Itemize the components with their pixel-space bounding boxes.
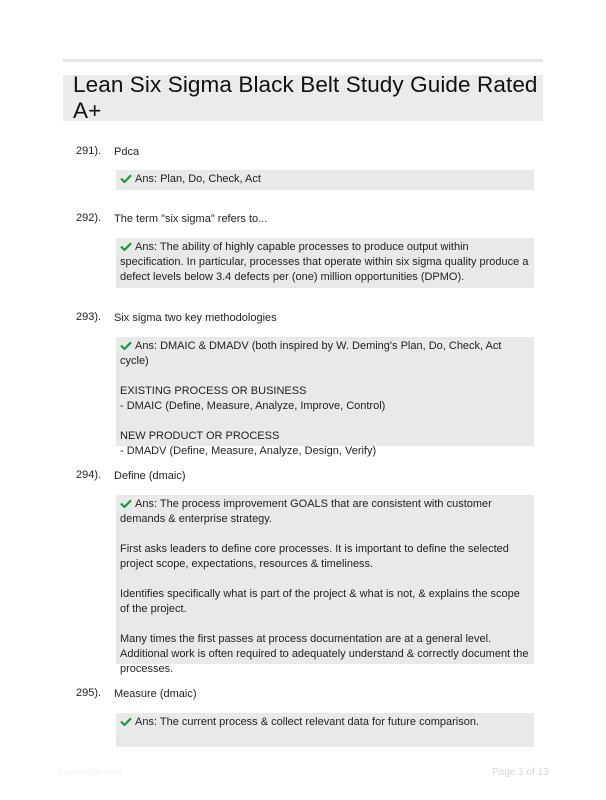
answer-text: Many times the first passes at process documentation are at a general level. Additional work is often required to adequately understand & correctly document the processes. — [120, 633, 529, 675]
check-icon — [120, 499, 132, 508]
answer-text: EXISTING PROCESS OR BUSINESS — [120, 385, 307, 397]
question-text: Six sigma two key methodologies — [114, 312, 277, 324]
question-text: The term "six sigma" refers to... — [114, 213, 268, 225]
answer-box — [116, 713, 534, 747]
answer-text: Ans: The current process & collect relevant data for future comparison. — [135, 716, 480, 728]
question-number: 292). — [76, 212, 102, 224]
question-number: 294). — [76, 469, 102, 481]
page-title: Lean Six Sigma Black Belt Study Guide Rated A+ — [73, 72, 538, 123]
answer-text: Ans: The ability of highly capable processes to produce output within specification. In particular, processes that operate within six sigma quality produce a defect levels below 3.4 defects per (one) million opportunities (DPMO). — [120, 241, 529, 283]
title-banner — [63, 72, 543, 123]
question-text: Define (dmaic) — [114, 470, 186, 482]
answer-text: - DMAIC (Define, Measure, Analyze, Improve, Control) — [120, 400, 386, 412]
answer-text: Identifies specifically what is part of the project & what is not, & explains the scope of the project. — [120, 588, 520, 615]
answer-box — [116, 495, 534, 675]
answer-text: NEW PRODUCT OR PROCESS — [120, 430, 280, 442]
answer-text: Ans: DMAIC & DMADV (both inspired by W. Deming's Plan, Do, Check, Act cycle) — [120, 340, 502, 367]
footer-watermark: PaperWibe.com — [58, 767, 123, 777]
check-icon — [120, 341, 132, 350]
answer-text: First asks leaders to define core processes. It is important to define the selected project scope, expectations, resources & timeliness. — [120, 543, 509, 570]
answer-box — [116, 170, 534, 190]
question-number: 291). — [76, 145, 102, 157]
check-icon — [120, 174, 132, 183]
top-divider — [63, 59, 543, 62]
answer-text: - DMADV (Define, Measure, Analyze, Design, Verify) — [120, 445, 377, 457]
question-text: Measure (dmaic) — [114, 688, 197, 700]
answer-box — [116, 238, 534, 288]
question-number: 293). — [76, 311, 102, 323]
answer-text: Ans: Plan, Do, Check, Act — [135, 173, 261, 185]
answer-text: Ans: The process improvement GOALS that are consistent with customer demands & enterprise strategy. — [120, 498, 492, 525]
question-text: Pdca — [114, 146, 140, 158]
question-number: 295). — [76, 687, 102, 699]
answer-box — [116, 337, 534, 457]
check-icon — [120, 242, 132, 251]
check-icon — [120, 717, 132, 726]
page-number: Page 1 of 13 — [492, 767, 549, 778]
